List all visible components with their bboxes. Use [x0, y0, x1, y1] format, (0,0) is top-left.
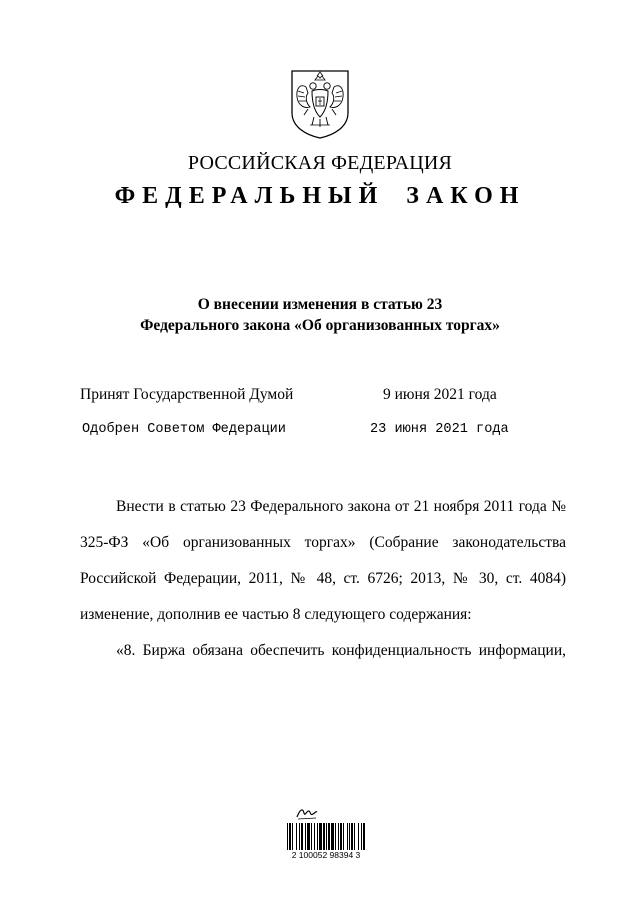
barcode-bar [326, 823, 327, 850]
barcode-bar [299, 823, 300, 850]
barcode-bar [317, 823, 318, 850]
law-title-line-1: О внесении изменения в статью 23 [197, 296, 443, 313]
barcode-bar [331, 823, 334, 850]
barcode-number: 2 100052 98394 3 [291, 850, 361, 860]
approved-label: Одобрен Советом Федерации [82, 422, 286, 437]
barcode-bar [349, 823, 350, 850]
barcode-bar [314, 823, 315, 850]
barcode-bar [289, 823, 291, 850]
barcode-bar [354, 823, 355, 850]
body-paragraph-2: «8. Биржа обязана обеспечить конфиденциальность информации, [116, 642, 566, 659]
barcode-bar [338, 823, 339, 850]
coat-of-arms-icon [288, 67, 352, 139]
barcode-bar [311, 823, 312, 850]
barcode-bar [296, 823, 297, 850]
document-barcode [283, 806, 369, 862]
barcode-bar [347, 823, 348, 850]
barcode-bar [301, 823, 303, 850]
barcode-bar [328, 823, 330, 850]
barcode-bar [323, 823, 325, 850]
document-type-word-2: ЗАКОН [406, 183, 526, 209]
barcode-bar [351, 823, 353, 850]
adoption-line [80, 386, 560, 404]
barcode-bar [305, 823, 306, 850]
law-title-line-2: Федерального закона «Об организованных торгах» [140, 317, 500, 334]
barcode-bar [343, 823, 344, 850]
adopted-label: Принят Государственной Думой [80, 386, 294, 403]
barcode-bar [361, 823, 362, 850]
barcode-bar [363, 823, 365, 850]
body-paragraph-1: Внести в статью 23 Федерального закона от 21 ноября 2011 года № 325-ФЗ «Об организованных торгах» (Собрание законодательства Российской Федерации, 2011, № 48, ст. 6726; 2013, № 30, ст. 4084) изменение, дополнив ее частью 8 следующего содержания: [80, 498, 566, 623]
barcode-bar [287, 823, 288, 850]
document-type-word-1: ФЕДЕРАЛЬНЫЙ [114, 183, 385, 209]
country-heading: РОССИЙСКАЯ ФЕДЕРАЦИЯ [187, 152, 453, 174]
law-title [0, 294, 640, 336]
signature-mark-icon [296, 806, 318, 820]
barcode-bar [358, 823, 359, 850]
barcode-bar [292, 823, 293, 850]
approved-date: 23 июня 2021 года [370, 422, 509, 437]
law-body [80, 489, 566, 669]
approval-line [82, 422, 562, 437]
barcode-bar [340, 823, 342, 850]
adopted-date: 9 июня 2021 года [383, 386, 497, 403]
barcode-bar [319, 823, 322, 850]
barcode-bar [335, 823, 336, 850]
barcode-bar [307, 823, 310, 850]
barcode-bars [287, 823, 365, 850]
document-type-heading [0, 183, 640, 210]
